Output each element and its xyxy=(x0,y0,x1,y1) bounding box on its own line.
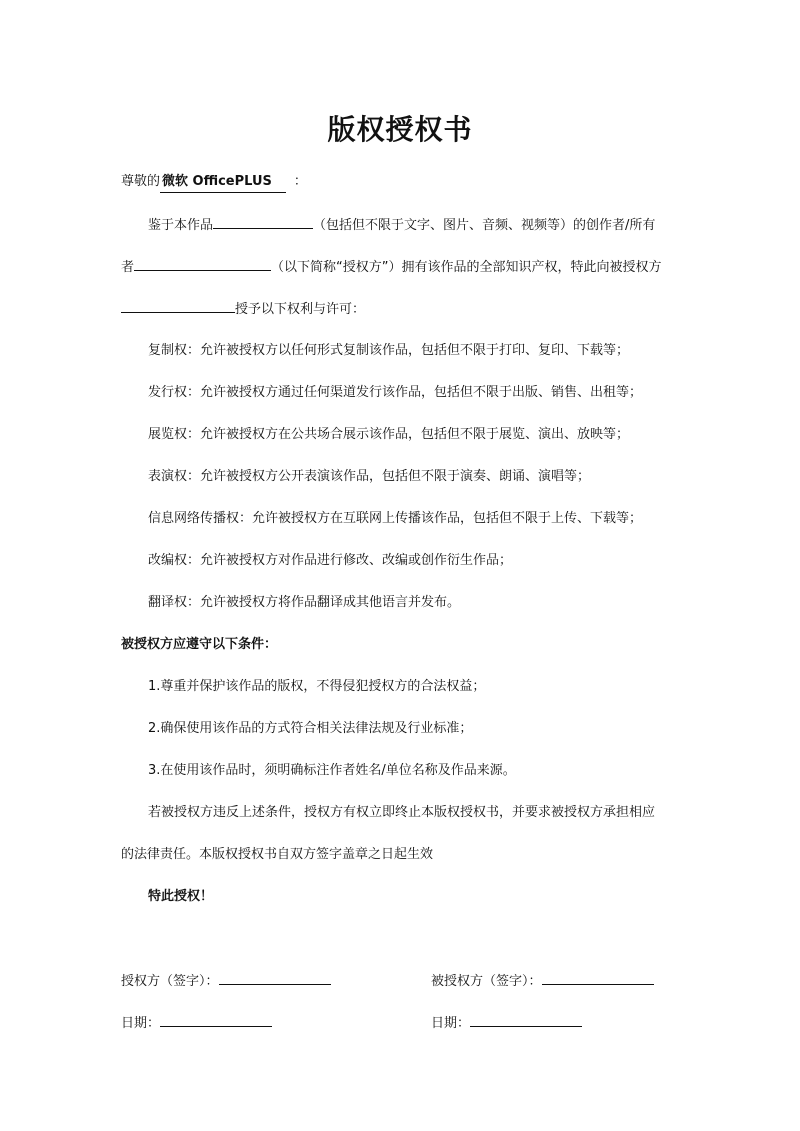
grantee-name-blank xyxy=(121,298,235,313)
work-name-blank xyxy=(213,214,313,229)
grantor-signature-field[interactable]: 授权方（签字）： xyxy=(121,970,331,992)
conditions-heading: 被授权方应遵守以下条件： xyxy=(121,637,278,652)
breach-clause-line-1: 若被授权方违反上述条件，授权方有权立即终止本版权授权书，并要求被授权方承担相应 xyxy=(148,805,656,820)
grantor-signature-line[interactable] xyxy=(219,970,331,985)
salutation: 尊敬的 微软 OfficePLUS ： xyxy=(121,172,307,193)
grantee-date-field[interactable]: 日期： xyxy=(431,1012,582,1034)
condition-item: 1.尊重并保护该作品的版权，不得侵犯授权方的合法权益； xyxy=(148,679,486,694)
right-item: 改编权：允许被授权方对作品进行修改、改编或创作衍生作品； xyxy=(148,553,513,568)
condition-item: 3.在使用该作品时，须明确标注作者姓名/单位名称及作品来源。 xyxy=(148,763,516,778)
grantor-date-line[interactable] xyxy=(160,1012,272,1027)
addressee-name: 微软 OfficePLUS xyxy=(160,172,286,193)
breach-clause-line-2: 的法律责任。本版权授权书自双方签字盖章之日起生效 xyxy=(121,847,434,862)
grantor-date-field[interactable]: 日期： xyxy=(121,1012,272,1034)
grantee-signature-field[interactable]: 被授权方（签字）： xyxy=(431,970,654,992)
right-item: 表演权：允许被授权方公开表演该作品，包括但不限于演奏、朗诵、演唱等； xyxy=(148,469,591,484)
grantee-signature-line[interactable] xyxy=(542,970,654,985)
right-item: 复制权：允许被授权方以任何形式复制该作品，包括但不限于打印、复印、下载等； xyxy=(148,343,630,358)
right-item: 展览权：允许被授权方在公共场合展示该作品，包括但不限于展览、演出、放映等； xyxy=(148,427,630,442)
right-item: 发行权：允许被授权方通过任何渠道发行该作品，包括但不限于出版、销售、出租等； xyxy=(148,385,643,400)
grantor-name-blank xyxy=(134,256,271,271)
condition-item: 2.确保使用该作品的方式符合相关法律法规及行业标准； xyxy=(148,721,473,736)
intro-line-1: 鉴于本作品 （包括但不限于文字、图片、音频、视频等）的创作者/所有 xyxy=(148,214,655,236)
grantee-date-line[interactable] xyxy=(470,1012,582,1027)
document-title: 版权授权书 xyxy=(327,113,473,146)
right-item: 信息网络传播权：允许被授权方在互联网上传播该作品，包括但不限于上传、下载等； xyxy=(148,511,643,526)
right-item: 翻译权：允许被授权方将作品翻译成其他语言并发布。 xyxy=(148,595,461,610)
intro-line-2: 者 （以下简称“授权方”）拥有该作品的全部知识产权，特此向被授权方 xyxy=(121,256,662,278)
intro-line-3: 授予以下权利与许可： xyxy=(121,298,365,320)
closing-text: 特此授权！ xyxy=(148,889,214,904)
